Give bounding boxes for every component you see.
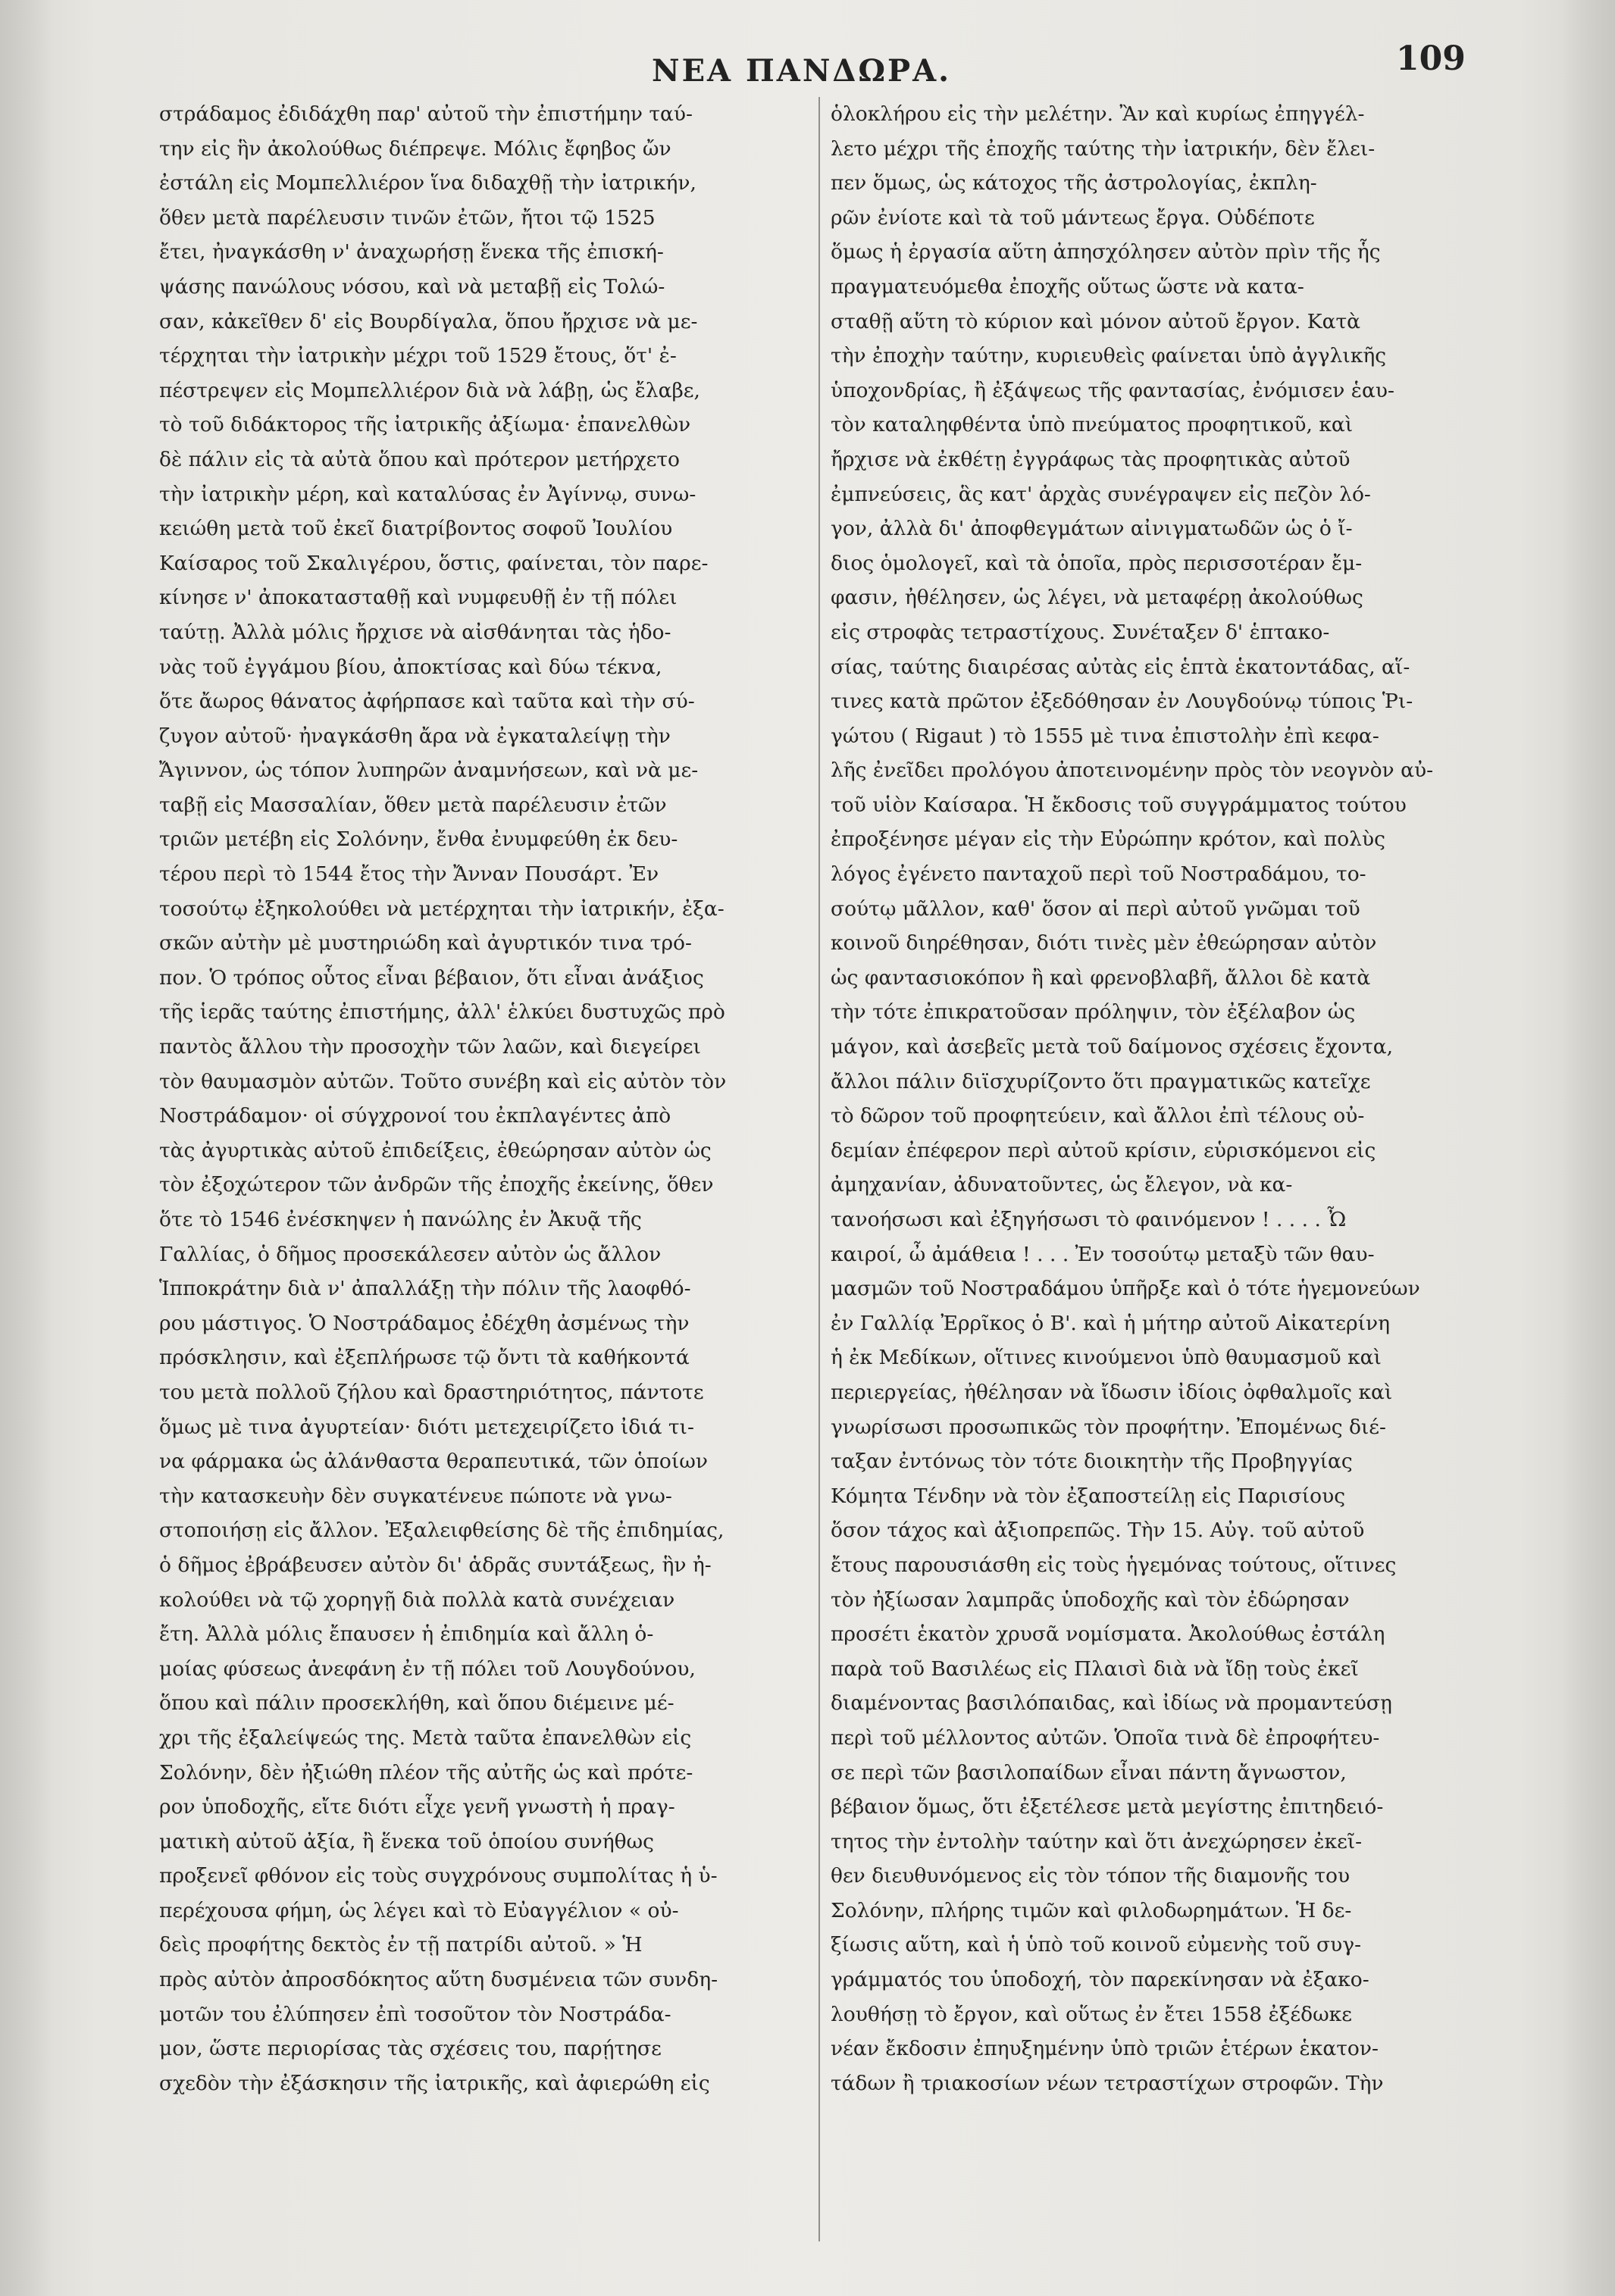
text-line: Ἱπποκράτην διὰ ν' ἀπαλλάξῃ τὴν πόλιν τῆς λαοφθό- xyxy=(159,1277,691,1301)
text-line: τριῶν μετέβη εἰς Σολόνην, ἔνθα ἐνυμφεύθη ἐκ δευ- xyxy=(159,827,678,852)
text-line: Σολόνην, δὲν ἠξιώθη πλέον τῆς αὐτῆς ὡς καὶ πρότε- xyxy=(159,1760,693,1785)
text-line: τέρχηται τὴν ἰατρικὴν μέχρι τοῦ 1529 ἔτους, ὅτ' ἐ- xyxy=(159,344,677,368)
text-line: διαμένοντας βασιλόπαιδας, καὶ ἰδίως νὰ προμαντεύσῃ xyxy=(831,1691,1392,1716)
text-line: σίας, ταύτης διαιρέσας αὐτὰς εἰς ἑπτὰ ἑκατοντάδας, αἵ- xyxy=(831,655,1410,679)
left-column xyxy=(159,97,818,2100)
text-line: τὴν ἰατρικὴν μέρη, καὶ καταλύσας ἐν Ἀγίννῳ, συνω- xyxy=(159,482,696,506)
right-column xyxy=(831,97,1490,2100)
text-line: σαν, κἀκεῖθεν δ' εἰς Βουρδίγαλα, ὅπου ἤρχισε νὰ με- xyxy=(159,309,698,333)
text-line: παντὸς ἄλλου τὴν προσοχὴν τῶν λαῶν, καὶ διεγείρει xyxy=(159,1035,701,1059)
text-line: τὸ δῶρον τοῦ προφητεύειν, καὶ ἄλλοι ἐπὶ τέλους οὐ- xyxy=(831,1104,1365,1128)
text-line: σκῶν αὐτὴν μὲ μυστηριώδη καὶ ἀγυρτικόν τινα τρό- xyxy=(159,931,692,956)
text-line: ἔτει, ἠναγκάσθη ν' ἀναχωρήσῃ ἕνεκα τῆς ἐπισκή- xyxy=(159,240,664,264)
text-line: γράμματός του ὑποδοχή, τὸν παρεκίνησαν νὰ ἐξακο- xyxy=(831,1968,1369,1992)
text-line: ἤρχισε νὰ ἐκθέτῃ ἐγγράφως τὰς προφητικὰς αὐτοῦ xyxy=(831,447,1351,471)
text-line: ὅθεν μετὰ παρέλευσιν τινῶν ἐτῶν, ἤτοι τῷ 1525 xyxy=(159,205,656,230)
text-line: την εἰς ἣν ἀκολούθως διέπρεψε. Μόλις ἔφηβος ὤν xyxy=(159,136,671,161)
text-line: ὅτε τὸ 1546 ἐνέσκηψεν ἡ πανώλης ἐν Ἀκυᾷ τῆς xyxy=(159,1208,642,1231)
text-line: ὡς φαντασιοκόπον ἢ καὶ φρενοβλαβῆ, ἄλλοι δὲ κατὰ xyxy=(831,965,1371,990)
text-line: μοτῶν του ἐλύπησεν ἐπὶ τοσοῦτον τὸν Νοστράδα- xyxy=(159,2002,671,2026)
page-shadow-left xyxy=(0,0,53,2296)
text-line: γνωρίσωσι προσωπικῶς τὸν προφήτην. Ἐπομένως διέ- xyxy=(831,1415,1386,1439)
text-line: ἐν Γαλλίᾳ Ἐρρῖκος ὁ Β'. καὶ ἡ μήτηρ αὐτοῦ Αἰκατερίνη xyxy=(831,1311,1390,1335)
text-line: λουθήσῃ τὸ ἔργον, καὶ οὕτως ἐν ἔτει 1558 ἐξέδωκε xyxy=(831,2002,1352,2026)
text-line: ἐπροξένησε μέγαν εἰς τὴν Εὐρώπην κρότον, καὶ πολὺς xyxy=(831,827,1385,852)
text-line: γον, ἀλλὰ δι' ἀποφθεγμάτων αἰνιγματωδῶν ὡς ὁ ἴ- xyxy=(831,517,1353,541)
text-line: ὅτε ἄωρος θάνατος ἀφήρπασε καὶ ταῦτα καὶ τὴν σύ- xyxy=(159,690,695,714)
text-line: στοποιήσῃ εἰς ἄλλον. Ἐξαλειφθείσης δὲ τῆς ἐπιδημίας, xyxy=(159,1519,725,1543)
text-line: φασιν, ἠθέλησεν, ὡς λέγει, νὰ μεταφέρῃ ἀκολούθως xyxy=(831,586,1363,610)
running-head: ΝΕΑ ΠΑΝΔΩΡΑ. xyxy=(652,53,952,89)
text-line: διος ὁμολογεῖ, καὶ τὰ ὁποῖα, πρὸς περισσοτέραν ἔμ- xyxy=(831,551,1363,575)
text-line: καιροί, ὦ ἀμάθεια ! . . . Ἐν τοσούτῳ μεταξὺ τῶν θαυ- xyxy=(831,1242,1375,1266)
text-line: ρου μάστιγος. Ὁ Νοστράδαμος ἐδέχθη ἀσμένως τὴν xyxy=(159,1311,690,1335)
text-line: ὅπου καὶ πάλιν προσεκλήθη, καὶ ὅπου διέμεινε μέ- xyxy=(159,1691,674,1716)
text-line: περιεργείας, ἠθέλησαν νὰ ἴδωσιν ἰδίοις ὀφθαλμοῖς καὶ xyxy=(831,1380,1393,1404)
text-line: σε περὶ τῶν βασιλοπαίδων εἶναι πάντη ἄγνωστον, xyxy=(831,1760,1347,1785)
text-line: τινες κατὰ πρῶτον ἐξεδόθησαν ἐν Λουγδούνῳ τύποις Ῥι- xyxy=(831,690,1413,714)
text-line: τὸ τοῦ διδάκτορος τῆς ἰατρικῆς ἀξίωμα· ἐπανελθὼν xyxy=(159,413,691,437)
text-line: περὶ τοῦ μέλλοντος αὐτῶν. Ὁποῖα τινὰ δὲ ἐπροφήτευ- xyxy=(831,1725,1380,1750)
text-line: ἐμπνεύσεις, ἃς κατ' ἀρχὰς συνέγραψεν εἰς πεζὸν λό- xyxy=(831,482,1371,506)
text-line: ἔτους παρουσιάσθη εἰς τοὺς ἡγεμόνας τούτους, οἵτινες xyxy=(831,1553,1397,1577)
text-line: Νοστράδαμον· οἱ σύγχρονοί του ἐκπλαγέντες ἀπὸ xyxy=(159,1104,671,1128)
text-line: κίνησε ν' ἀποκατασταθῇ καὶ νυμφευθῇ ἐν τῇ πόλει xyxy=(159,586,678,610)
text-line: ἐστάλη εἰς Μομπελλιέρον ἵνα διδαχθῇ τὴν ἰατρικήν, xyxy=(159,171,696,196)
text-line: ταβῇ εἰς Μασσαλίαν, ὅθεν μετὰ παρέλευσιν ἐτῶν xyxy=(159,793,667,817)
text-line: Γαλλίας, ὁ δῆμος προσεκάλεσεν αὐτὸν ὡς ἄλλον xyxy=(159,1242,662,1266)
text-line: δεὶς προφήτης δεκτὸς ἐν τῇ πατρίδι αὐτοῦ. » Ἡ xyxy=(159,1933,643,1957)
text-line: τὰς ἀγυρτικὰς αὐτοῦ ἐπιδείξεις, ἐθεώρησαν αὐτὸν ὡς xyxy=(159,1138,712,1162)
text-line: Σολόνην, πλήρης τιμῶν καὶ φιλοδωρημάτων. Ἡ δε- xyxy=(831,1898,1352,1922)
text-line: τῆς ἱερᾶς ταύτης ἐπιστήμης, ἀλλ' ἑλκύει δυστυχῶς πρὸ xyxy=(159,1000,725,1024)
text-line: σχεδὸν τὴν ἐξάσκησιν τῆς ἰατρικῆς, καὶ ἀφιερώθη εἰς xyxy=(159,2071,710,2095)
text-line: του μετὰ πολλοῦ ζήλου καὶ δραστηριότητος, πάντοτε xyxy=(159,1380,704,1404)
text-line: ματικὴ αὐτοῦ ἀξία, ἢ ἕνεκα τοῦ ὁποίου συνήθως xyxy=(159,1829,654,1853)
text-line: θεν διευθυνόμενος εἰς τὸν τόπον τῆς διαμονῆς του xyxy=(831,1864,1351,1888)
text-line: τοσούτῳ ἐξηκολούθει νὰ μετέρχηται τὴν ἰατρικήν, ἐξα- xyxy=(159,896,725,921)
text-line: ψάσης πανώλους νόσου, καὶ νὰ μεταβῇ εἰς Τολώ- xyxy=(159,274,665,299)
text-line: τοῦ υἱὸν Καίσαρα. Ἡ ἔκδοσις τοῦ συγγράμματος τούτου xyxy=(831,793,1407,817)
text-line: περέχουσα φήμη, ὡς λέγει καὶ τὸ Εὐαγγέλιον « οὐ- xyxy=(159,1898,679,1922)
text-line: Ἄγιννον, ὡς τόπον λυπηρῶν ἀναμνήσεων, καὶ νὰ με- xyxy=(159,759,699,783)
text-line: ὁ δῆμος ἐβράβευσεν αὐτὸν δι' ἁδρᾶς συντάξεως, ἣν ἠ- xyxy=(159,1553,712,1577)
text-line: ζυγον αὐτοῦ· ἠναγκάσθη ἄρα νὰ ἐγκαταλείψῃ τὴν xyxy=(159,724,671,748)
column-divider xyxy=(818,97,820,2241)
text-line: ἀμηχανίαν, ἀδυνατοῦντες, ὡς ἔλεγον, νὰ κα- xyxy=(831,1173,1293,1197)
text-line: μον, ὥστε περιορίσας τὰς σχέσεις του, παρῄτησε xyxy=(159,2037,662,2061)
text-line: τέρου περὶ τὸ 1544 ἔτος τὴν Ἄνναν Πουσάρτ. Ἐν xyxy=(159,862,659,887)
text-line: σταθῇ αὕτη τὸ κύριον καὶ μόνον αὐτοῦ ἔργον. Κατὰ xyxy=(831,309,1361,333)
text-line: τὸν ἐξοχώτερον τῶν ἀνδρῶν τῆς ἐποχῆς ἐκείνης, ὅθεν xyxy=(159,1173,714,1197)
text-line: στράδαμος ἐδιδάχθη παρ' αὐτοῦ τὴν ἐπιστήμην ταύ- xyxy=(159,102,693,126)
text-line: πεν ὅμως, ὡς κάτοχος τῆς ἀστρολογίας, ἐκπλη- xyxy=(831,171,1317,196)
text-line: χρι τῆς ἐξαλείψεώς της. Μετὰ ταῦτα ἐπανελθὼν εἰς xyxy=(159,1725,692,1750)
text-line: πρόσκλησιν, καὶ ἐξεπλήρωσε τῷ ὄντι τὰ καθήκοντά xyxy=(159,1346,690,1370)
text-line: μοίας φύσεως ἀνεφάνη ἐν τῇ πόλει τοῦ Λουγδούνου, xyxy=(159,1656,696,1681)
text-line: προξενεῖ φθόνον εἰς τοὺς συγχρόνους συμπολίτας ἡ ὑ- xyxy=(159,1864,718,1888)
text-line: ρον ὑποδοχῆς, εἴτε διότι εἶχε γενῆ γνωστὴ ἡ πραγ- xyxy=(159,1795,675,1819)
text-line: Κόμητα Τένδην νὰ τὸν ἐξαποστείλῃ εἰς Παρισίους xyxy=(831,1484,1346,1508)
text-line: λετο μέχρι τῆς ἐποχῆς ταύτης τὴν ἰατρικήν, δὲν ἔλει- xyxy=(831,136,1376,161)
text-line: ξίωσις αὕτη, καὶ ἡ ὑπὸ τοῦ κοινοῦ εὐμενὴς τοῦ συγ- xyxy=(831,1933,1362,1957)
text-line: βέβαιον ὅμως, ὅτι ἐξετέλεσε μετὰ μεγίστης ἐπιτηδειό- xyxy=(831,1795,1384,1819)
text-line: κειώθη μετὰ τοῦ ἐκεῖ διατρίβοντος σοφοῦ Ἰουλίου xyxy=(159,517,673,541)
text-line: τάδων ἢ τριακοσίων νέων τετραστίχων στροφῶν. Τὴν xyxy=(831,2071,1384,2095)
text-line: εἰς στροφὰς τετραστίχους. Συνέταξεν δ' ἑπτακο- xyxy=(831,620,1330,644)
text-line: πέστρεψεν εἰς Μομπελλιέρον διὰ νὰ λάβῃ, ὡς ἔλαβε, xyxy=(159,378,700,402)
text-line: ὁλοκλήρου εἰς τὴν μελέτην. Ἂν καὶ κυρίως ἐπηγγέλ- xyxy=(831,102,1365,126)
page-number: 109 xyxy=(1396,39,1466,78)
text-line: τὸν θαυμασμὸν αὐτῶν. Τοῦτο συνέβη καὶ εἰς αὐτὸν τὸν xyxy=(159,1069,727,1093)
text-line: λῆς ἐνεῖδει προλόγου ἀποτεινομένην πρὸς τὸν νεογνὸν αὐ- xyxy=(831,759,1434,783)
text-line: τὴν κατασκευὴν δὲν συγκατένευε πώποτε νὰ γνω- xyxy=(159,1484,672,1508)
text-line: ταύτῃ. Ἀλλὰ μόλις ἤρχισε νὰ αἰσθάνηται τὰς ἡδο- xyxy=(159,620,671,644)
text-line: νέαν ἔκδοσιν ἐπηυξημένην ὑπὸ τριῶν ἑτέρων ἑκατον- xyxy=(831,2037,1379,2061)
text-line: τητος τὴν ἐντολὴν ταύτην καὶ ὅτι ἀνεχώρησεν ἐκεῖ- xyxy=(831,1829,1363,1853)
text-line: κοινοῦ διηρέθησαν, διότι τινὲς μὲν ἐθεώρησαν αὐτὸν xyxy=(831,931,1377,956)
text-line: δὲ πάλιν εἰς τὰ αὐτὰ ὅπου καὶ πρότερον μετήρχετο xyxy=(159,447,680,471)
text-line: ταξαν ἐντόνως τὸν τότε διοικητὴν τῆς Προβηγγίας xyxy=(831,1450,1353,1474)
text-line: ἔτη. Ἀλλὰ μόλις ἔπαυσεν ἡ ἐπιδημία καὶ ἄλλη ὁ- xyxy=(159,1622,654,1647)
text-line: λόγος ἐγένετο πανταχοῦ περὶ τοῦ Νοστραδάμου, το- xyxy=(831,862,1366,887)
text-line: Καίσαρος τοῦ Σκαλιγέρου, ὅστις, φαίνεται, τὸν παρε- xyxy=(159,551,709,575)
text-line: ὅμως μὲ τινα ἀγυρτείαν· διότι μετεχειρίζετο ἰδιά τι- xyxy=(159,1415,694,1439)
text-line: ἡ ἐκ Μεδίκων, οἵτινες κινούμενοι ὑπὸ θαυμασμοῦ καὶ xyxy=(831,1346,1382,1370)
text-line: πρὸς αὐτὸν ἀπροσδόκητος αὕτη δυσμένεια τῶν συνδη- xyxy=(159,1968,718,1992)
text-line: πον. Ὁ τρόπος οὗτος εἶναι βέβαιον, ὅτι εἶναι ἀνάξιος xyxy=(159,965,704,990)
text-line: δεμίαν ἐπέφερον περὶ αὐτοῦ κρίσιν, εὑρισκόμενοι εἰς xyxy=(831,1138,1376,1162)
text-line: ὑποχονδρίας, ἢ ἐξάψεως τῆς φαντασίας, ἐνόμισεν ἑαυ- xyxy=(831,378,1394,402)
text-line: πραγματευόμεθα ἐποχῆς οὕτως ὥστε νὰ κατα- xyxy=(831,274,1304,299)
page-shadow-right xyxy=(1562,0,1615,2296)
text-line: προσέτι ἑκατὸν χρυσᾶ νομίσματα. Ἀκολούθως ἐστάλη xyxy=(831,1622,1385,1647)
text-line: να φάρμακα ὡς ἀλάνθαστα θεραπευτικά, τῶν ὁποίων xyxy=(159,1450,708,1474)
text-line: τὴν ἐποχὴν ταύτην, κυριευθεὶς φαίνεται ὑπὸ ἀγγλικῆς xyxy=(831,344,1387,368)
text-line: τὸν ἠξίωσαν λαμπρᾶς ὑποδοχῆς καὶ τὸν ἐδώρησαν xyxy=(831,1587,1350,1612)
text-line: κολούθει νὰ τῷ χορηγῇ διὰ πολλὰ κατὰ συνέχειαν xyxy=(159,1587,675,1612)
text-line: γώτου ( Rigaut ) τὸ 1555 μὲ τινα ἐπιστολὴν ἐπὶ κεφα- xyxy=(831,724,1379,748)
text-line: ὅμως ἡ ἐργασία αὕτη ἀπησχόλησεν αὐτὸν πρὶν τῆς ἧς xyxy=(831,240,1381,264)
text-line: μασμῶν τοῦ Νοστραδάμου ὑπῆρξε καὶ ὁ τότε ἡγεμονεύων xyxy=(831,1277,1420,1301)
text-line: τανοήσωσι καὶ ἐξηγήσωσι τὸ φαινόμενον ! . . . . Ὦ xyxy=(831,1208,1347,1231)
text-line: νὰς τοῦ ἐγγάμου βίου, ἀποκτίσας καὶ δύω τέκνα, xyxy=(159,655,662,679)
text-line: ὅσον τάχος καὶ ἀξιοπρεπῶς. Τὴν 15. Αὐγ. τοῦ αὐτοῦ xyxy=(831,1519,1365,1543)
text-line: σούτῳ μᾶλλον, καθ' ὅσον αἱ περὶ αὐτοῦ γνῶμαι τοῦ xyxy=(831,896,1360,921)
text-line: ρῶν ἐνίοτε καὶ τὰ τοῦ μάντεως ἔργα. Οὐδέποτε xyxy=(831,205,1315,230)
text-line: παρὰ τοῦ Βασιλέως εἰς Πλαισὶ διὰ νὰ ἴδῃ τοὺς ἐκεῖ xyxy=(831,1656,1359,1681)
text-line: τὸν καταληφθέντα ὑπὸ πνεύματος προφητικοῦ, καὶ xyxy=(831,413,1354,437)
text-line: τὴν τότε ἐπικρατοῦσαν πρόληψιν, τὸν ἐξέλαβον ὡς xyxy=(831,1000,1356,1024)
text-line: μάγον, καὶ ἀσεβεῖς μετὰ τοῦ δαίμονος σχέσεις ἔχοντα, xyxy=(831,1035,1394,1059)
text-line: ἄλλοι πάλιν διϊσχυρίζοντο ὅτι πραγματικῶς κατεῖχε xyxy=(831,1069,1371,1093)
